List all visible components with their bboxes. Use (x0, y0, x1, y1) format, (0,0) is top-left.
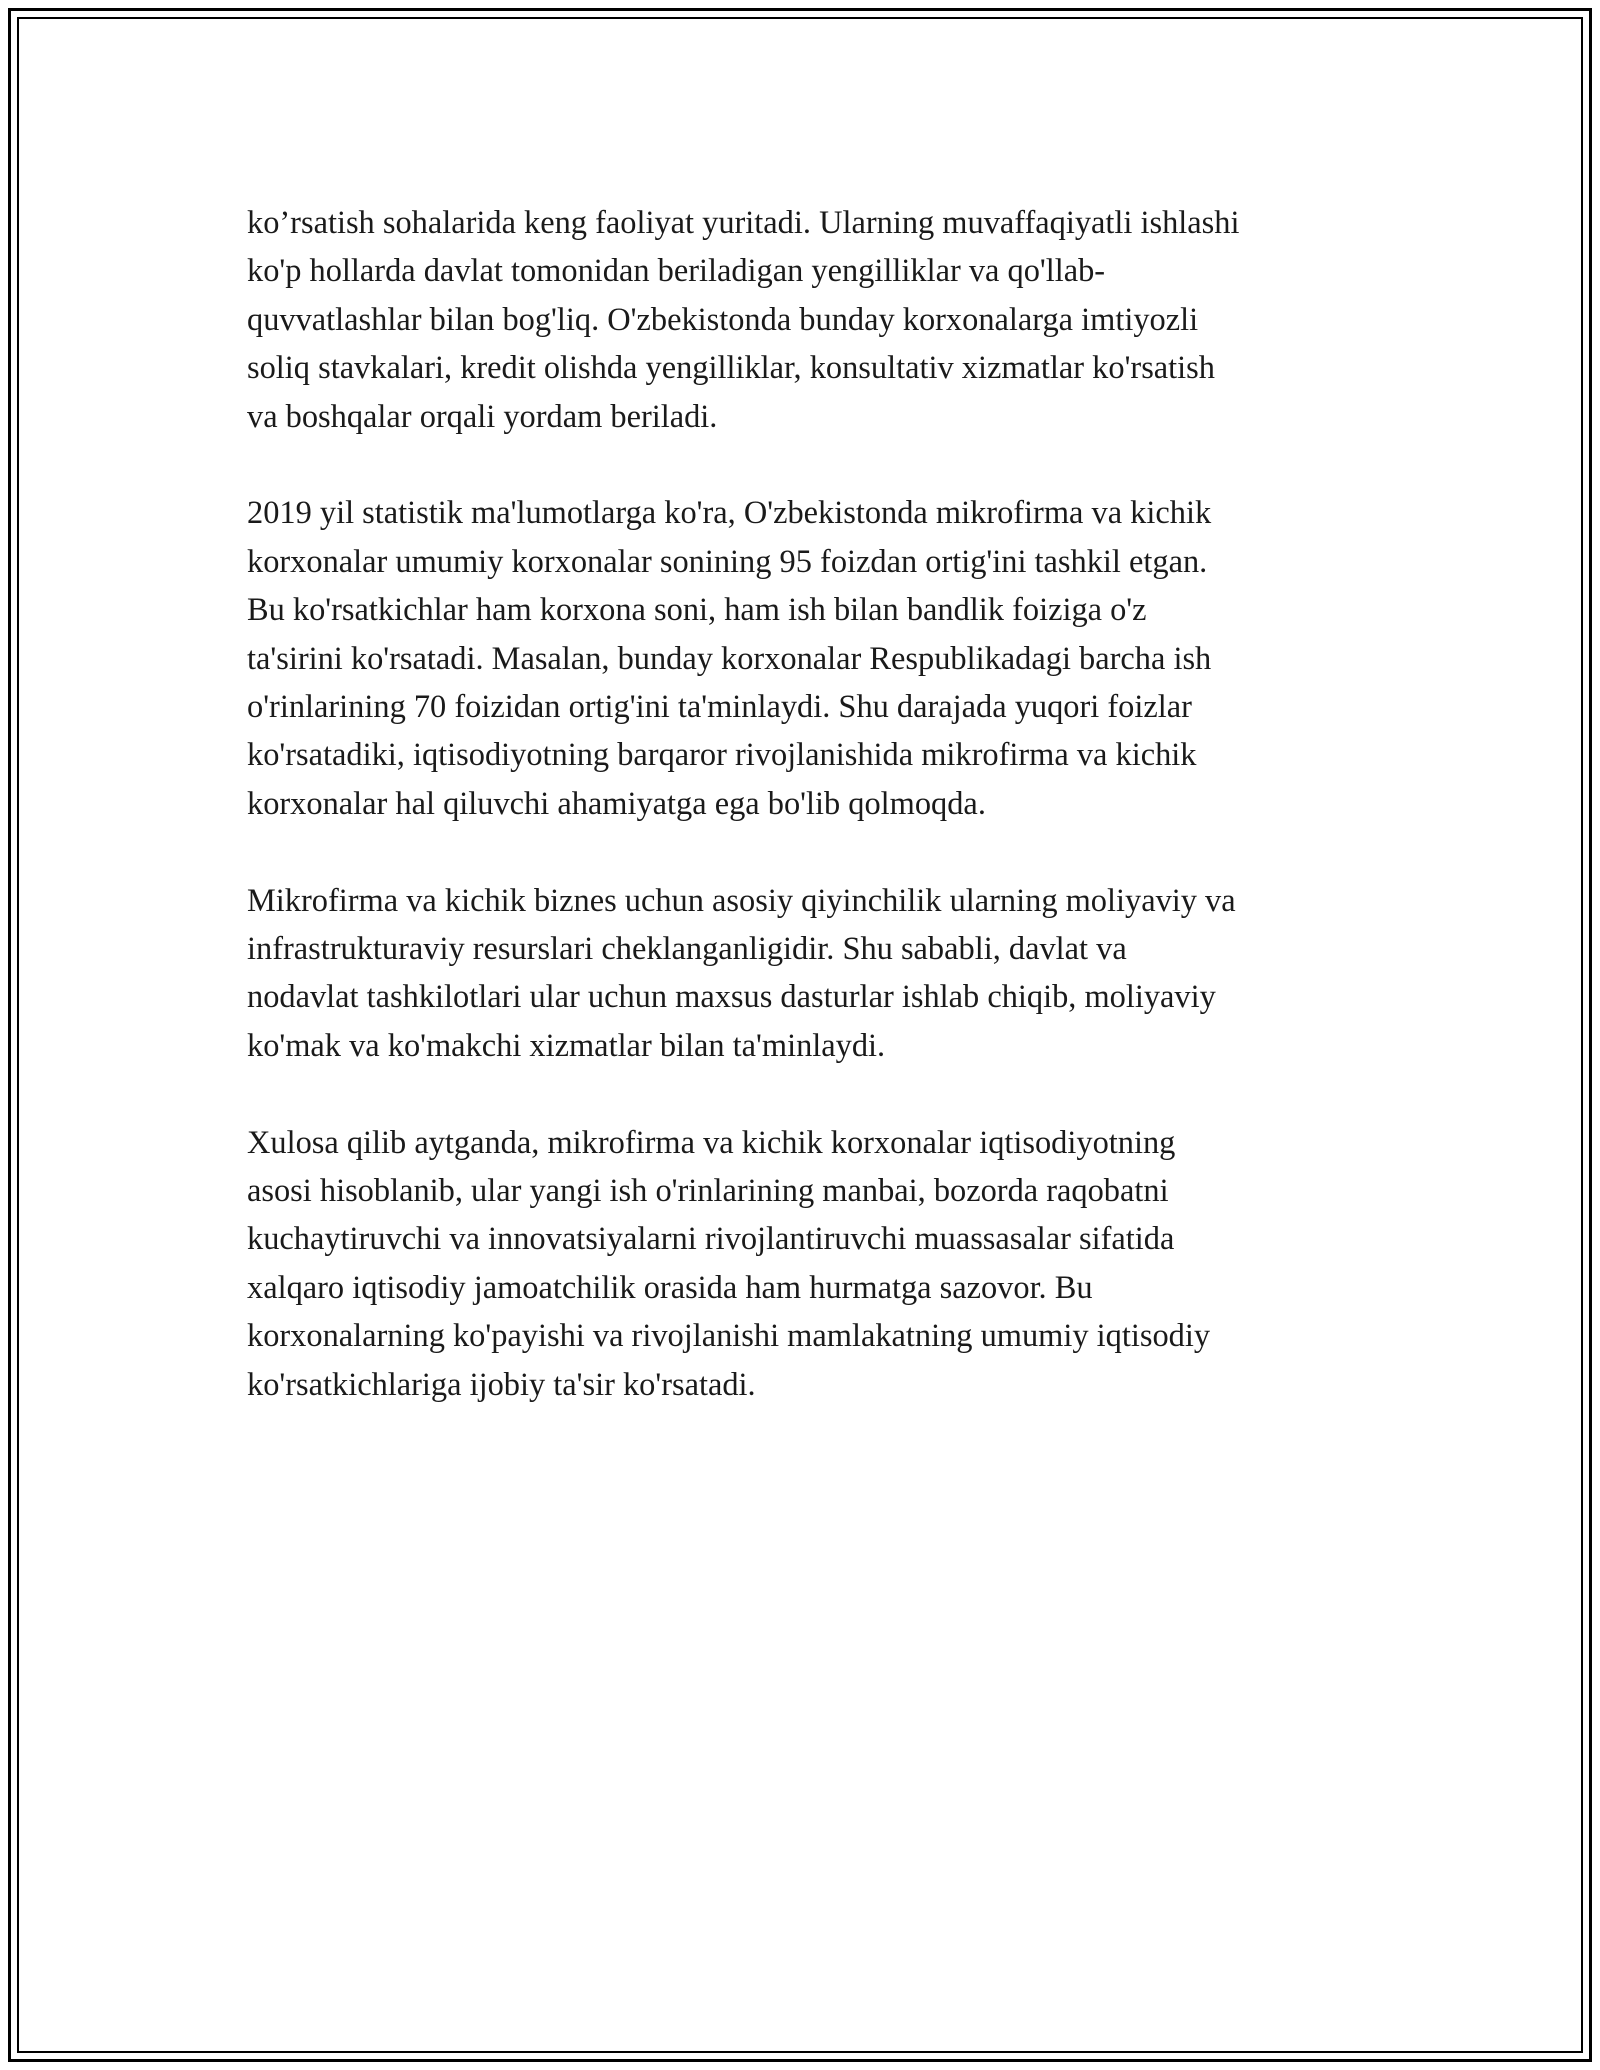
text-line: ta'sirini ko'rsatadi. Masalan, bunday korxonalar Respublikadagi barcha ish (247, 640, 1212, 677)
paragraph-4 (247, 1119, 1377, 1409)
text-line: asosi hisoblanib, ular yangi ish o'rinlarining manbai, bozorda raqobatni (247, 1173, 1169, 1210)
text-line: korxonalarning ko'payishi va rivojlanishi mamlakatning umumiy iqtisodiy (247, 1318, 1211, 1355)
text-line: korxonalar hal qiluvchi ahamiyatga ega bo'lib qolmoqda. (247, 785, 986, 822)
text-line: ko'p hollarda davlat tomonidan beriladigan yengilliklar va qo'llab- (247, 253, 1106, 290)
text-line: xalqaro iqtisodiy jamoatchilik orasida ham hurmatga sazovor. Bu (247, 1269, 1093, 1306)
text-line: ko'mak va ko'makchi xizmatlar bilan ta'minlaydi. (247, 1027, 886, 1064)
text-line: korxonalar umumiy korxonalar sonining 95 foizdan ortig'ini tashkil etgan. (247, 543, 1208, 580)
text-line: infrastrukturaviy resurslari cheklanganligidir. Shu sababli, davlat va (247, 931, 1127, 968)
text-line: Mikrofirma va kichik biznes uchun asosiy qiyinchilik ularning moliyaviy va (247, 882, 1236, 919)
text-line: nodavlat tashkilotlari ular uchun maxsus dasturlar ishlab chiqib, moliyaviy (247, 979, 1216, 1016)
text-line: Xulosa qilib aytganda, mikrofirma va kichik korxonalar iqtisodiyotning (247, 1124, 1176, 1161)
paragraph-1 (247, 199, 1377, 441)
document-body (247, 199, 1377, 1458)
text-line: Bu ko'rsatkichlar ham korxona soni, ham ish bilan bandlik foiziga o'z (247, 592, 1147, 629)
text-line: ko’rsatish sohalarida keng faoliyat yuritadi. Ularning muvaffaqiyatli ishlashi (247, 205, 1240, 241)
text-line: ko'rsatadiki, iqtisodiyotning barqaror rivojlanishida mikrofirma va kichik (247, 737, 1197, 774)
text-line: soliq stavkalari, kredit olishda yengilliklar, konsultativ xizmatlar ko'rsatish (247, 350, 1215, 387)
text-line: kuchaytiruvchi va innovatsiyalarni rivojlantiruvchi muassasalar sifatida (247, 1221, 1175, 1258)
text-line: va boshqalar orqali yordam beriladi. (247, 398, 718, 435)
paragraph-2 (247, 489, 1377, 828)
text-line: 2019 yil statistik ma'lumotlarga ko'ra, O'zbekistonda mikrofirma va kichik (247, 495, 1212, 532)
text-line: o'rinlarining 70 foizidan ortig'ini ta'minlaydi. Shu darajada yuqori foizlar (247, 689, 1192, 726)
text-line: quvvatlashlar bilan bog'liq. O'zbekistonda bunday korxonalarga imtiyozli (247, 301, 1199, 338)
paragraph-3 (247, 877, 1377, 1071)
document-page (8, 8, 1592, 2062)
text-line: ko'rsatkichlariga ijobiy ta'sir ko'rsatadi. (247, 1366, 756, 1403)
